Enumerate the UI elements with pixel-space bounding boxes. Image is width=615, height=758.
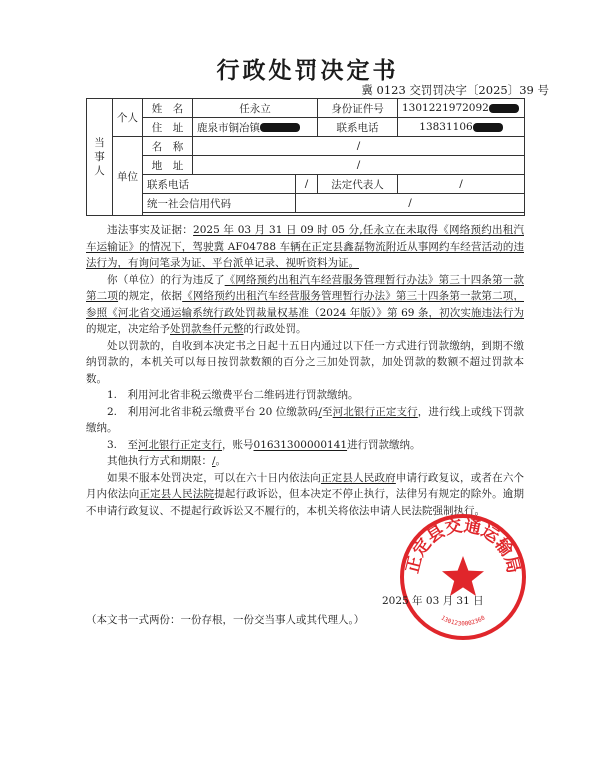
violation-paragraph: 你（单位）的行为违反了《网络预约出租汽车经营服务管理暂行办法》第三十四条第一款第二项的规定，依据《网络预约出租汽车经营服务管理暂行办法》第三十四条第一款第二项，参照《河北省交通运输系统行政处罚裁量权基准（2024 年版）》第 69 条，初次实施违法行为的规定，决定给予处罚款叁仟元整的行政处罚。 <box>86 273 524 335</box>
unit-phone-label: 联系电话 <box>143 175 296 194</box>
redaction-mark <box>473 123 503 132</box>
legal-rep-value: / <box>398 175 525 194</box>
unit-phone-value: / <box>296 175 318 194</box>
unit-name-label: 名 称 <box>143 137 193 156</box>
document-number: 冀 0123 交罚罚决字〔2025〕39 号 <box>361 83 549 97</box>
party-label-cell: 当事人 <box>87 99 113 216</box>
facts-text: 2025 年 03 月 31 日 09 时 05 分,任永立在未取得《网络预约出租汽车运输证》的情况下，驾驶冀 AF04788 车辆在正定县鑫磊物流附近从事网约车经营活动的违法行为，有询问笔录为证、平台派单记录、视听资料为证。 <box>86 224 524 269</box>
official-seal <box>398 512 528 642</box>
payment-method-3: 3. 至河北银行正定支行，账号01631300000141进行罚款缴纳。 <box>107 438 421 451</box>
phone-label: 联系电话 <box>318 118 398 137</box>
party-info-table <box>86 98 525 216</box>
id-label: 身份证件号 <box>318 99 398 118</box>
address-label: 住 址 <box>143 118 193 137</box>
address-value-cell <box>193 118 318 137</box>
copies-note: （本文书一式两份：一份存根，一份交当事人或其代理人。） <box>86 614 365 626</box>
redaction-mark <box>260 123 300 132</box>
appeal-paragraph: 如果不服本处罚决定，可以在六十日内依法向正定县人民政府申请行政复议，或者在六个月内依法向正定县人民法院提起行政诉讼，但本决定不停止执行，法律另有规定的除外。逾期不申请行政复议、不提起行政诉讼又不履行的，本机关将依法申请人民法院强制执行。 <box>86 471 525 517</box>
seal-text: 正定县交通运输局 <box>402 516 524 576</box>
address-value: 鹿泉市铜冶镇 <box>197 121 260 134</box>
facts-paragraph: 违法事实及证据：2025 年 03 月 31 日 09 时 05 分,任永立在未取得《网络预约出租汽车运输证》的情况下，驾驶冀 AF04788 车辆在正定县鑫磊物流附近从事网约车经营活动的违法行为，有询问笔录为证、平台派单记录、视听资料为证。 <box>86 224 524 269</box>
bank-account: 01631300000141 <box>253 438 348 451</box>
id-value: 1301221972092 <box>402 102 489 114</box>
document-title: 行政处罚决定书 <box>216 57 399 84</box>
payment-intro: 处以罚款的，自收到本决定书之日起十五日内通过以下任一方式进行罚款缴纳，到期不缴纳罚款的，本机关可以每日按罚款数额的百分之三加处罚款，加处罚款的数额不超过罚款本数。 <box>86 339 524 385</box>
unit-name-value: / <box>193 137 525 156</box>
seal-star-icon <box>442 556 484 596</box>
violated-law: 《网络预约出租汽车经营服务管理暂行办法》第三十四条第一款第二项 <box>86 273 524 302</box>
unit-label: 单位 <box>113 137 143 216</box>
other-methods: 其他执行方式和期限：/。 <box>107 455 227 467</box>
credit-code-label: 统一社会信用代码 <box>143 194 296 213</box>
seal-serial: 1301230002360 <box>439 614 487 628</box>
id-value-cell <box>398 99 525 118</box>
name-label: 姓 名 <box>143 99 193 118</box>
individual-label: 个人 <box>113 99 143 137</box>
legal-rep-label: 法定代表人 <box>318 175 398 194</box>
penalty-basis: 《网络预约出租汽车经营服务管理暂行办法》第三十四条第一款第二项，参照《河北省交通运输系统行政处罚裁量权基准（2024 年版）》第 69 条，初次实施违法行为 <box>86 290 524 319</box>
review-authority: 正定县人民政府 <box>320 471 396 484</box>
document-body <box>86 222 524 519</box>
redaction-mark <box>489 104 519 113</box>
litigation-court: 正定县人民法院 <box>139 488 215 500</box>
unit-address-label: 地 址 <box>143 156 193 175</box>
table-spacer <box>143 213 525 216</box>
phone-value-cell <box>398 118 525 137</box>
credit-code-value: / <box>296 194 525 213</box>
issue-date: 2025 年 03 月 31 日 <box>382 595 484 607</box>
payment-method-1: 1. 利用河北省非税云缴费平台二维码进行罚款缴纳。 <box>107 389 359 401</box>
name-value: 任永立 <box>193 99 318 118</box>
phone-value: 13831106 <box>419 121 473 133</box>
payment-method-2: 2. 利用河北省非税云缴费平台 20 位缴款码/至河北银行正定支行，进行线上或线下罚款缴纳。 <box>86 405 525 434</box>
unit-address-value: / <box>193 156 525 175</box>
penalty-decision: 处罚款叁仟元整 <box>170 323 244 335</box>
